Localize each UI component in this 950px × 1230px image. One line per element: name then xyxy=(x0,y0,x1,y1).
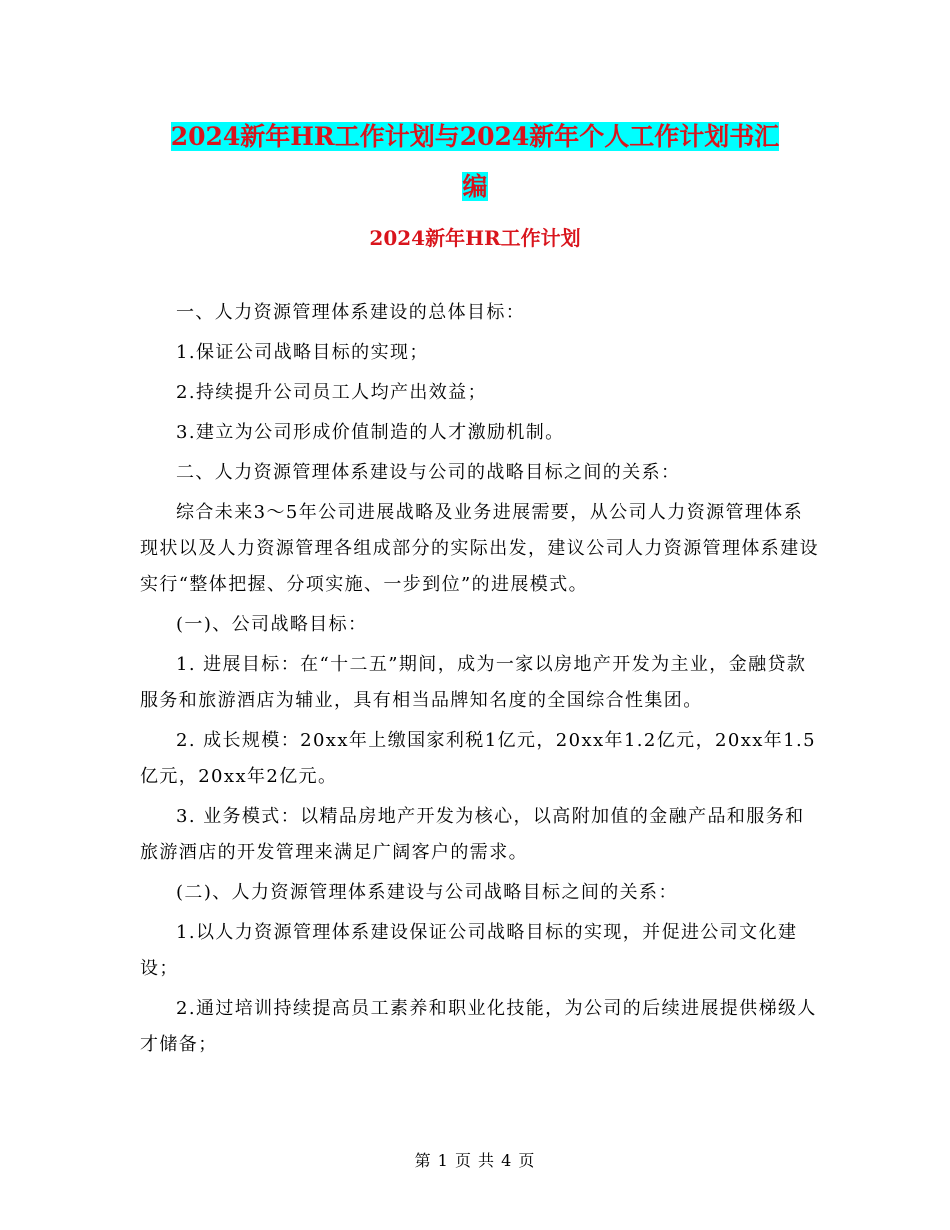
paragraph: 2.通过培训持续提高员工素养和职业化技能，为公司的后续进展提供梯级人才储备； xyxy=(140,998,817,1055)
section-title: 2024新年HR工作计划 xyxy=(369,226,581,250)
paragraph: (二)、人力资源管理体系建设与公司战略目标之间的关系： xyxy=(176,882,678,903)
paragraph: 综合未来3～5年公司进展战略及业务进展需要，从公司人力资源管理体系现状以及人力资源管理各组成部分的实际出发，建议公司人力资源管理体系建设实行“整体把握、分项实施、一步到位”的进展模式。 xyxy=(140,502,819,595)
paragraph: 2. 成长规模：20xx年上缴国家利税1亿元，20xx年1.2亿元，20xx年1.5亿元，20xx年2亿元。 xyxy=(140,730,817,787)
paragraph: 一、人力资源管理体系建设的总体目标： xyxy=(176,302,526,323)
document-body xyxy=(140,295,820,1067)
paragraph: 二、人力资源管理体系建设与公司的战略目标之间的关系： xyxy=(176,462,681,483)
document-title-line-2: 编 xyxy=(462,172,488,201)
paragraph: 1. 进展目标：在“十二五”期间，成为一家以房地产开发为主业，金融贷款服务和旅游酒店为辅业，具有相当品牌知名度的全国综合性集团。 xyxy=(140,654,807,711)
document-title-line-1: 2024新年HR工作计划与2024新年个人工作计划书汇 xyxy=(170,122,780,151)
page-footer: 第 1 页 共 4 页 xyxy=(414,1151,536,1170)
paragraph: (一)、公司战略目标： xyxy=(176,614,368,635)
document-title xyxy=(0,112,950,212)
paragraph: 3.建立为公司形成价值制造的人才激励机制。 xyxy=(176,422,565,443)
paragraph: 3. 业务模式：以精品房地产开发为核心，以高附加值的金融产品和服务和旅游酒店的开发管理来满足广阔客户的需求。 xyxy=(140,806,805,863)
paragraph: 1.保证公司战略目标的实现； xyxy=(176,342,429,363)
paragraph: 2.持续提升公司员工人均产出效益； xyxy=(176,382,487,403)
paragraph: 1.以人力资源管理体系建设保证公司战略目标的实现，并促进公司文化建设； xyxy=(140,922,798,979)
